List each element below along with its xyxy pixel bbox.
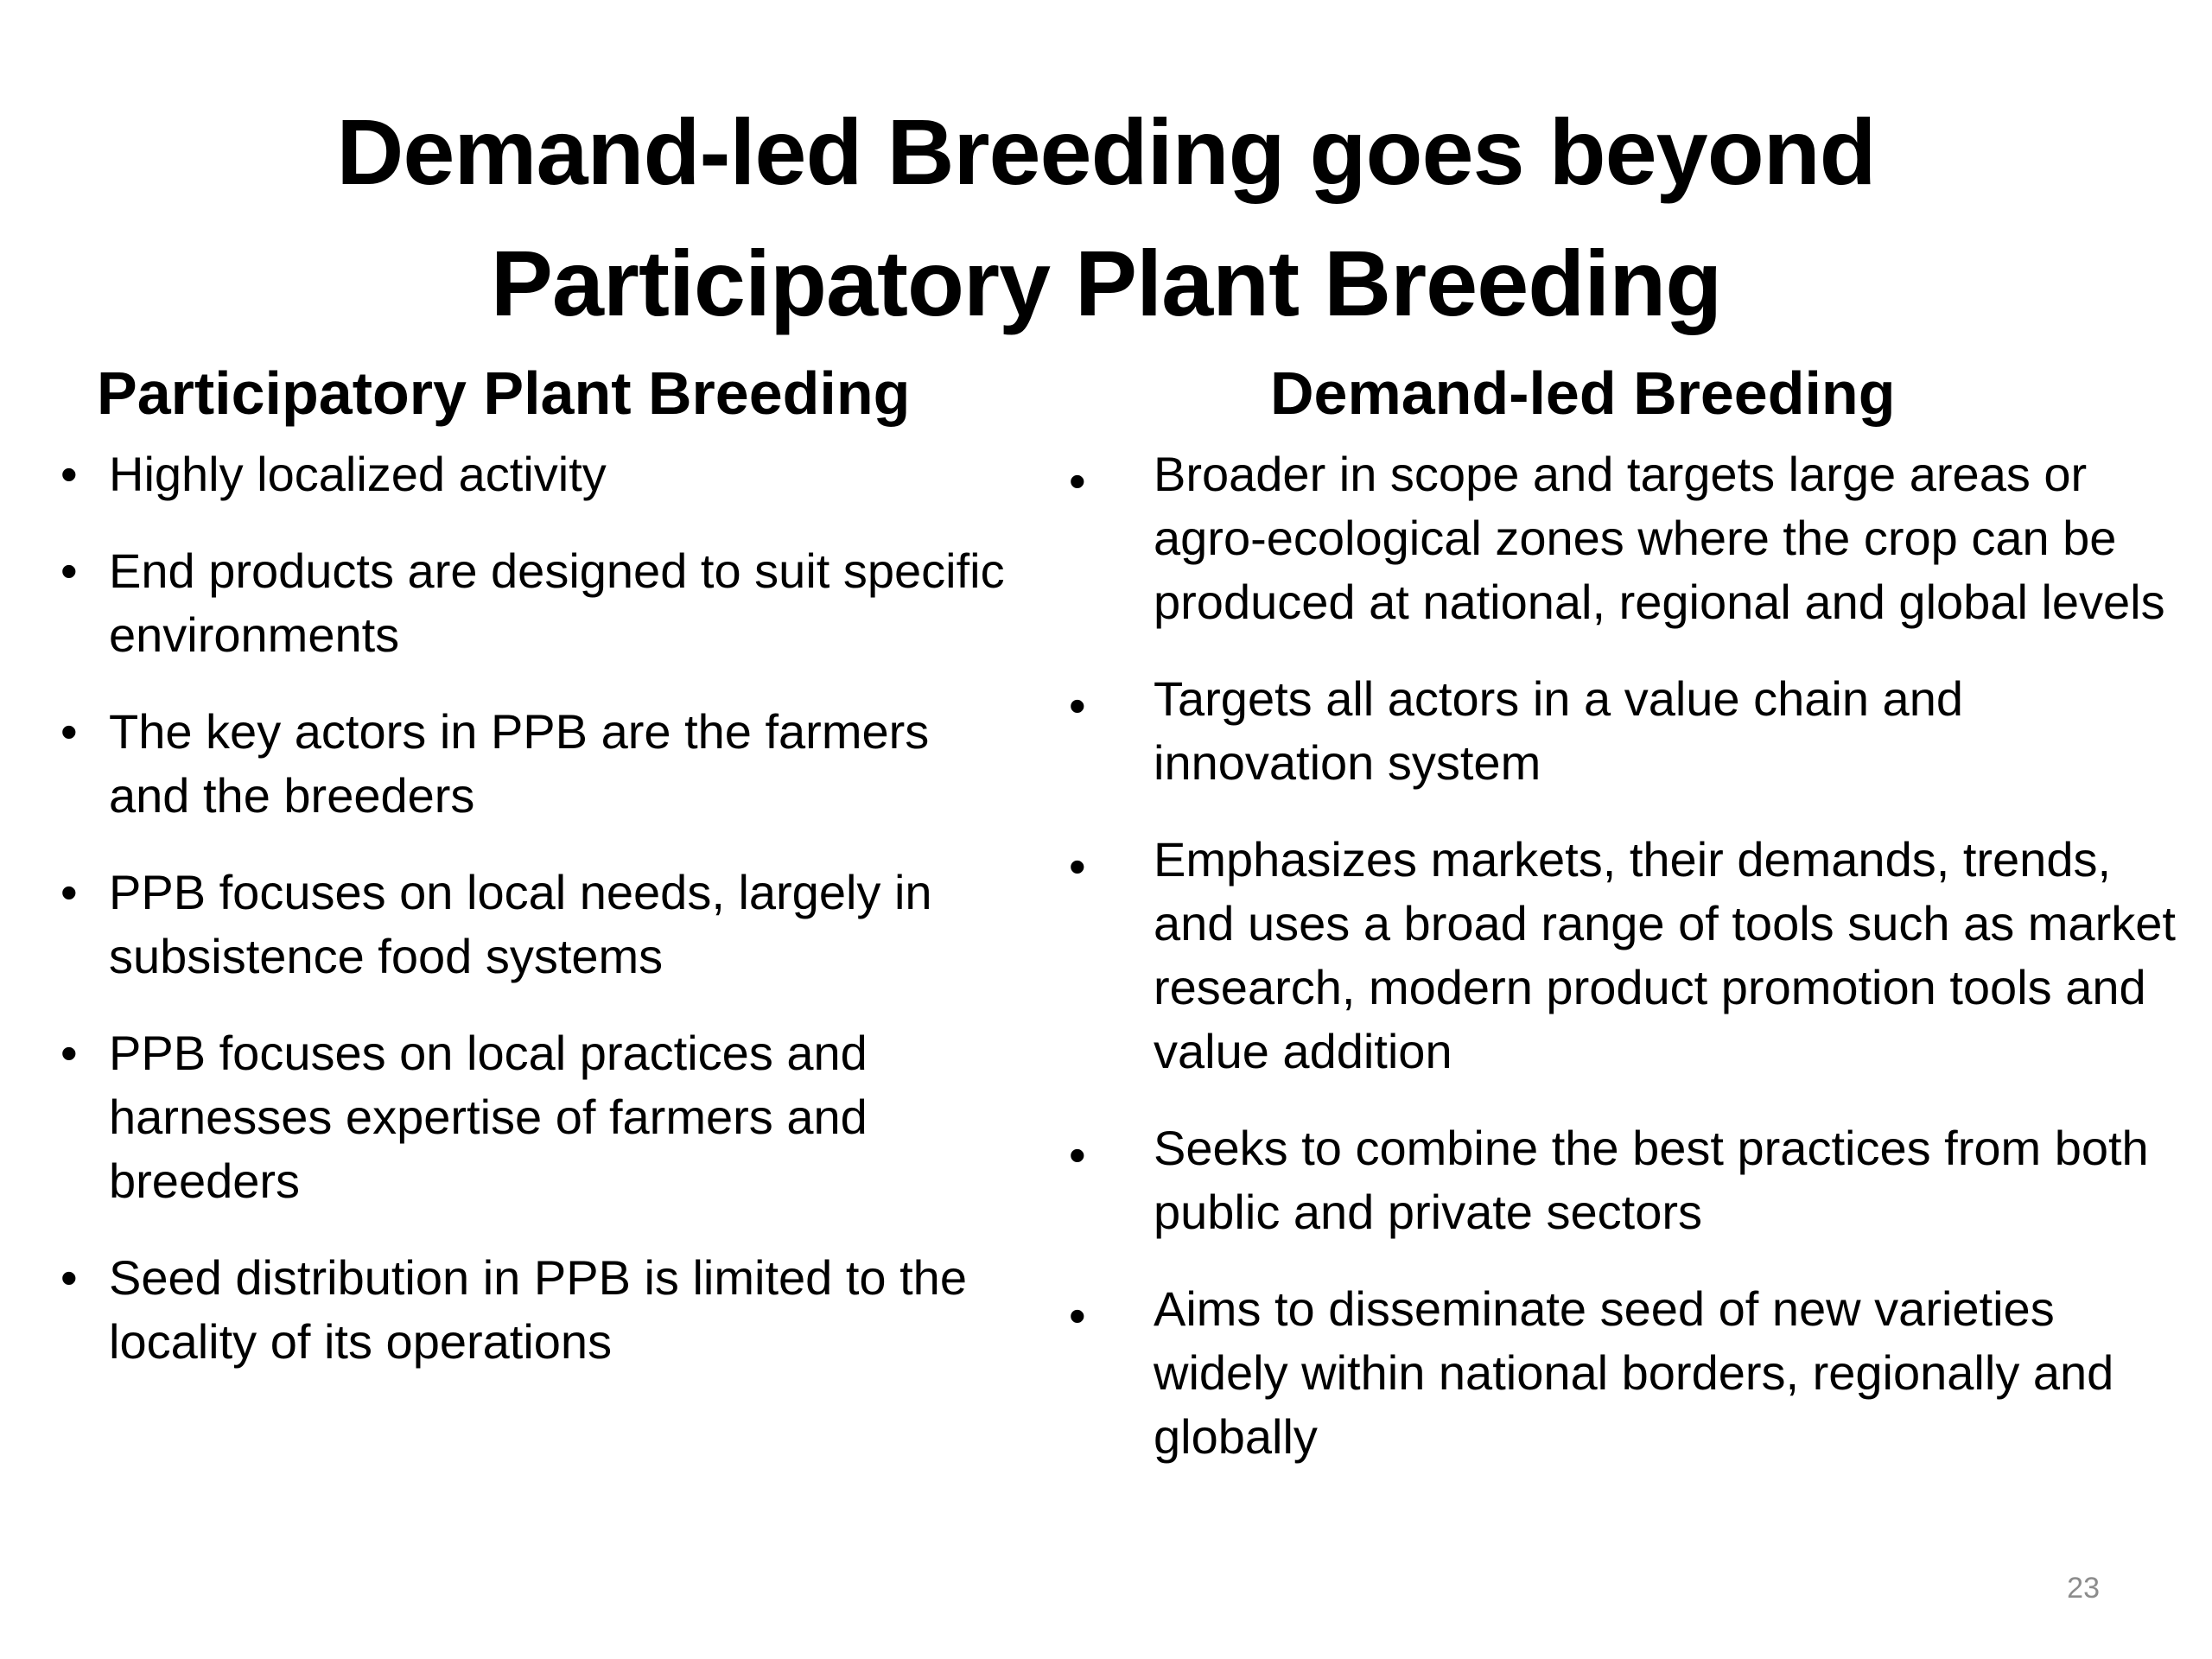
bullet-icon: • xyxy=(60,447,78,501)
list-item-text: Highly localized activity xyxy=(109,447,607,501)
list-item xyxy=(60,442,1020,506)
bullet-icon: • xyxy=(60,1026,78,1080)
right-bullet-list xyxy=(1058,442,2195,1502)
left-column-heading: Participatory Plant Breeding xyxy=(97,359,911,427)
bullet-icon: • xyxy=(60,704,78,759)
list-item xyxy=(60,1246,1020,1374)
bullet-icon: • xyxy=(60,865,78,919)
list-item-text: PPB focuses on local practices and harnesses expertise of farmers and breeders xyxy=(109,1026,868,1208)
list-item xyxy=(1058,442,2195,634)
left-bullet-list xyxy=(60,442,1020,1407)
bullet-icon: • xyxy=(60,1250,78,1305)
bullet-icon: • xyxy=(1069,1288,1086,1343)
bullet-icon: • xyxy=(60,543,78,598)
list-item xyxy=(60,1021,1020,1213)
list-item-text: Seeks to combine the best practices from both public and private sectors xyxy=(1154,1121,2149,1239)
list-item xyxy=(1058,828,2195,1084)
bullet-icon: • xyxy=(1069,454,1086,508)
list-item xyxy=(1058,667,2195,795)
list-item-text: Targets all actors in a value chain and innovation system xyxy=(1154,671,1963,790)
list-item-text: Broader in scope and targets large areas or agro-ecological zones where the crop can be produced at national, regional and global levels xyxy=(1154,447,2165,629)
list-item-text: The key actors in PPB are the farmers and the breeders xyxy=(109,704,930,823)
list-item-text: End products are designed to suit specific environments xyxy=(109,543,1005,662)
list-item-text: Emphasizes markets, their demands, trends, and uses a broad range of tools such as market research, modern product promotion tools and value addition xyxy=(1154,832,2176,1078)
bullet-icon: • xyxy=(1069,678,1086,733)
list-item xyxy=(60,539,1020,667)
title-line-1: Demand-led Breeding goes beyond xyxy=(336,99,1876,204)
right-column-heading: Demand-led Breeding xyxy=(1270,359,1896,427)
title-line-2: Participatory Plant Breeding xyxy=(490,231,1722,335)
list-item-text: Aims to disseminate seed of new varieties widely within national borders, regionally and globally xyxy=(1154,1281,2114,1464)
list-item-text: PPB focuses on local needs, largely in subsistence food systems xyxy=(109,865,932,983)
slide-title xyxy=(0,86,2212,349)
list-item xyxy=(60,700,1020,828)
page-number: 23 xyxy=(2067,1572,2100,1605)
list-item-text: Seed distribution in PPB is limited to the locality of its operations xyxy=(109,1250,967,1369)
list-item xyxy=(1058,1116,2195,1244)
list-item xyxy=(60,861,1020,988)
bullet-icon: • xyxy=(1069,839,1086,893)
bullet-icon: • xyxy=(1069,1128,1086,1182)
list-item xyxy=(1058,1277,2195,1469)
